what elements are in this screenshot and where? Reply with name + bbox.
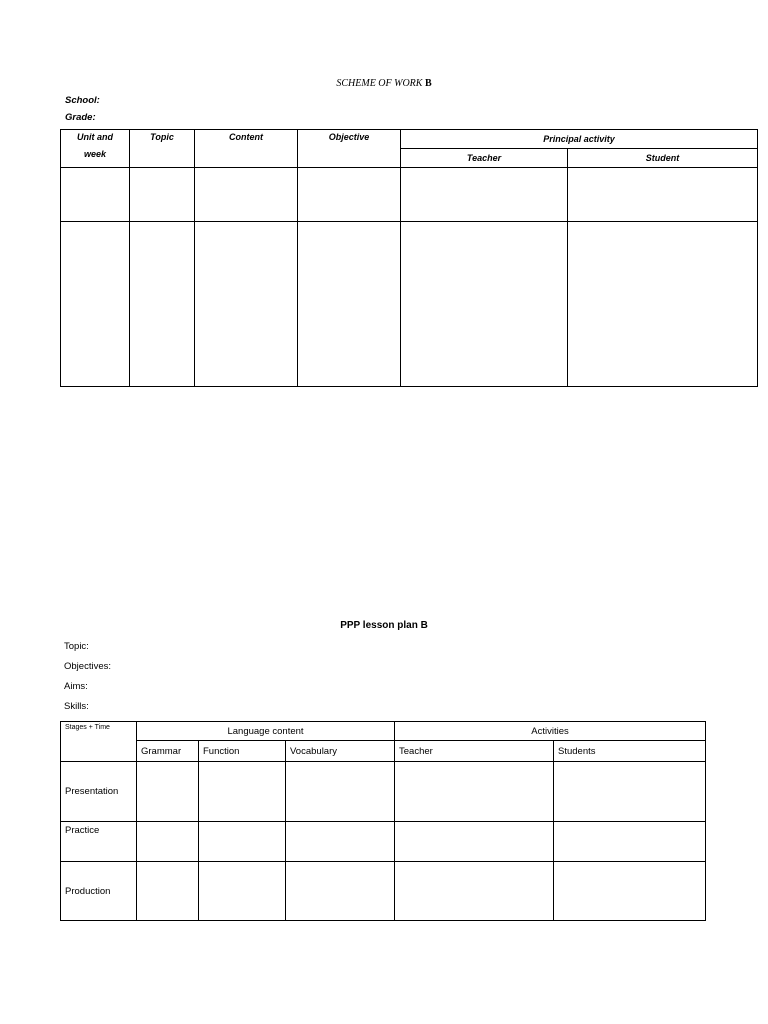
header-teacher: Teacher (395, 741, 554, 762)
header-unit-week (61, 130, 130, 168)
table-cell[interactable] (286, 862, 395, 921)
header-content: Content (195, 130, 298, 168)
table-cell[interactable] (554, 862, 706, 921)
table-cell[interactable] (61, 222, 130, 387)
table-row (61, 762, 706, 822)
table-cell[interactable] (568, 168, 758, 222)
aims-label: Aims: (64, 681, 88, 692)
header-topic: Topic (130, 130, 195, 168)
scheme-title-suffix: B (424, 78, 432, 89)
stage-presentation: Presentation (61, 762, 137, 822)
ppp-lesson-plan-table (60, 721, 706, 921)
header-vocabulary: Vocabulary (286, 741, 395, 762)
header-language-content: Language content (137, 722, 395, 741)
table-cell[interactable] (199, 862, 286, 921)
table-cell[interactable] (195, 222, 298, 387)
table-cell[interactable] (554, 762, 706, 822)
table-cell[interactable] (137, 862, 199, 921)
table-row (61, 822, 706, 862)
table-cell[interactable] (61, 168, 130, 222)
header-teacher: Teacher (401, 149, 568, 168)
header-function: Function (199, 741, 286, 762)
scheme-of-work-title (0, 78, 768, 89)
topic-label: Topic: (64, 641, 89, 652)
header-stages-time: Stages + Time (61, 722, 137, 762)
table-cell[interactable] (298, 168, 401, 222)
header-unit-week-line2: week (83, 149, 107, 159)
table-cell[interactable] (395, 862, 554, 921)
table-row (61, 168, 758, 222)
stage-practice: Practice (61, 822, 137, 862)
table-cell[interactable] (130, 222, 195, 387)
header-unit-week-line1: Unit and (77, 132, 113, 142)
scheme-title-main: SCHEME OF WORK (336, 78, 423, 89)
header-objective: Objective (298, 130, 401, 168)
header-grammar: Grammar (137, 741, 199, 762)
grade-label: Grade: (65, 112, 96, 123)
table-cell[interactable] (395, 762, 554, 822)
table-cell[interactable] (130, 168, 195, 222)
objectives-label: Objectives: (64, 661, 111, 672)
table-cell[interactable] (554, 822, 706, 862)
header-students: Students (554, 741, 706, 762)
table-cell[interactable] (199, 822, 286, 862)
header-principal-activity: Principal activity (401, 130, 758, 149)
scheme-of-work-table (60, 129, 758, 387)
table-cell[interactable] (401, 168, 568, 222)
table-cell[interactable] (395, 822, 554, 862)
school-label: School: (65, 95, 100, 106)
stage-production: Production (61, 862, 137, 921)
skills-label: Skills: (64, 701, 89, 712)
table-cell[interactable] (286, 822, 395, 862)
table-cell[interactable] (286, 762, 395, 822)
table-cell[interactable] (298, 222, 401, 387)
table-cell[interactable] (195, 168, 298, 222)
table-row (61, 862, 706, 921)
ppp-lesson-plan-title: PPP lesson plan B (340, 620, 428, 631)
table-cell[interactable] (401, 222, 568, 387)
table-cell[interactable] (137, 762, 199, 822)
table-cell[interactable] (568, 222, 758, 387)
header-activities: Activities (395, 722, 706, 741)
table-row (61, 222, 758, 387)
table-cell[interactable] (137, 822, 199, 862)
header-student: Student (568, 149, 758, 168)
table-cell[interactable] (199, 762, 286, 822)
